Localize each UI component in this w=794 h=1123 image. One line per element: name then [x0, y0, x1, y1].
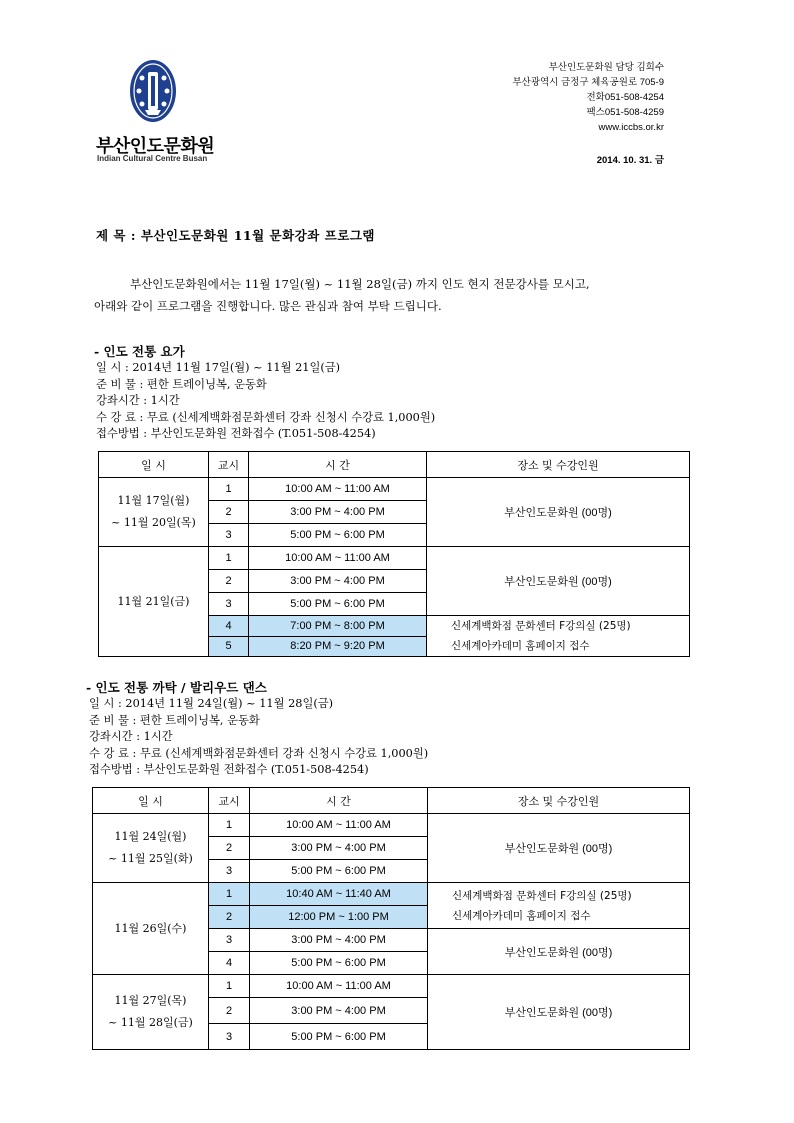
info-registration: 접수방법 : 부산인도문화원 전화접수 (T.051-508-4254)	[96, 427, 376, 440]
time-cell: 10:40 AM ~ 11:40 AM	[250, 883, 428, 906]
section-info-yoga	[96, 360, 435, 443]
place-line: 신세계백화점 문화센터 F강의실 (25명)	[452, 889, 632, 902]
header-place: 장소 및 수강인원	[427, 452, 690, 478]
period-cell: 1	[209, 814, 250, 837]
time-cell: 3:00 PM ~ 4:00 PM	[250, 837, 428, 860]
date-line: 11월 24일(월)	[114, 830, 187, 843]
place-cell: 부산인도문화원 (00명)	[428, 814, 690, 883]
org-name-english: Indian Cultural Centre Busan	[97, 154, 208, 163]
time-cell: 10:00 AM ~ 11:00 AM	[250, 814, 428, 837]
time-cell: 7:00 PM ~ 8:00 PM	[249, 616, 427, 637]
period-cell: 3	[209, 860, 250, 883]
table-row	[93, 883, 690, 906]
schedule-table-yoga	[98, 451, 690, 657]
period-cell: 1	[209, 975, 250, 998]
period-cell: 3	[209, 929, 250, 952]
section-info-dance	[89, 696, 428, 779]
time-cell: 5:00 PM ~ 6:00 PM	[249, 593, 427, 616]
contact-line: 부산광역시 금정구 체육공원로 705-9	[512, 77, 664, 88]
period-cell: 2	[209, 570, 249, 593]
info-schedule: 일 시 : 2014년 11월 17일(월) ~ 11월 21일(금)	[96, 361, 341, 374]
time-cell: 3:00 PM ~ 4:00 PM	[249, 501, 427, 524]
time-cell: 12:00 PM ~ 1:00 PM	[250, 906, 428, 929]
date-line: ~ 11월 20일(목)	[111, 516, 196, 529]
time-cell: 3:00 PM ~ 4:00 PM	[250, 998, 428, 1024]
info-registration: 접수방법 : 부산인도문화원 전화접수 (T.051-508-4254)	[89, 763, 369, 776]
date-cell	[93, 975, 209, 1050]
place-cell: 부산인도문화원 (00명)	[427, 547, 690, 616]
org-name: 부산인도문화원	[96, 136, 215, 156]
document-subject: 제 목 : 부산인도문화원 11월 문화강좌 프로그램	[96, 228, 375, 243]
contact-line: 팩스051-508-4259	[586, 107, 664, 118]
table-row	[99, 478, 690, 501]
header-date: 일 시	[93, 788, 209, 814]
header-time: 시 간	[250, 788, 428, 814]
header-place: 장소 및 수강인원	[428, 788, 690, 814]
time-cell: 3:00 PM ~ 4:00 PM	[249, 570, 427, 593]
info-duration: 강좌시간 : 1시간	[89, 730, 173, 743]
header-period: 교시	[209, 788, 250, 814]
info-schedule: 일 시 : 2014년 11월 24일(월) ~ 11월 28일(금)	[89, 697, 334, 710]
date-line: ~ 11월 28일(금)	[108, 1016, 193, 1029]
place-cell-shinsegae	[428, 883, 690, 929]
date-line: 11월 17일(월)	[117, 494, 190, 507]
date-cell	[99, 478, 209, 547]
table-row	[93, 814, 690, 837]
time-cell: 10:00 AM ~ 11:00 AM	[250, 975, 428, 998]
time-cell: 10:00 AM ~ 11:00 AM	[249, 547, 427, 570]
info-duration: 강좌시간 : 1시간	[96, 394, 180, 407]
time-cell: 10:00 AM ~ 11:00 AM	[249, 478, 427, 501]
table-row	[99, 547, 690, 570]
place-cell: 부산인도문화원 (00명)	[427, 478, 690, 547]
time-cell: 5:00 PM ~ 6:00 PM	[250, 860, 428, 883]
date-cell: 11월 21일(금)	[99, 547, 209, 657]
schedule-table-dance	[92, 787, 690, 1050]
period-cell: 3	[209, 593, 249, 616]
time-cell: 3:00 PM ~ 4:00 PM	[250, 929, 428, 952]
info-supplies: 준 비 물 : 편한 트레이닝복, 운동화	[96, 377, 267, 391]
place-cell: 부산인도문화원 (00명)	[428, 975, 690, 1050]
period-cell: 1	[209, 547, 249, 570]
info-supplies: 준 비 물 : 편한 트레이닝복, 운동화	[89, 713, 260, 727]
time-cell: 5:00 PM ~ 6:00 PM	[250, 1024, 428, 1050]
section-title-dance: - 인도 전통 까탁 / 발리우드 댄스	[86, 680, 267, 695]
place-cell: 부산인도문화원 (00명)	[428, 929, 690, 975]
intro-line: 부산인도문화원에서는 11월 17일(월) ~ 11월 28일(금) 까지 인도 현지 전문강사를 모시고,	[130, 277, 590, 291]
period-cell: 2	[209, 998, 250, 1024]
date-cell: 11월 26일(수)	[93, 883, 209, 975]
period-cell: 2	[209, 501, 249, 524]
info-fee: 수 강 료 : 무료 (신세계백화점문화센터 강좌 신청시 수강료 1,000원)	[96, 410, 436, 424]
indian-cultural-centre-emblem-icon	[128, 58, 178, 124]
place-line: 신세계백화점 문화센터 F강의실 (25명)	[451, 620, 631, 632]
date-line: ~ 11월 25일(화)	[108, 852, 193, 865]
period-cell: 3	[209, 524, 249, 547]
section-title-yoga: - 인도 전통 요가	[94, 344, 185, 359]
period-cell: 4	[209, 952, 250, 975]
place-cell-shinsegae	[427, 616, 690, 657]
period-cell: 5	[209, 636, 249, 657]
header-date: 일 시	[99, 452, 209, 478]
period-cell: 2	[209, 837, 250, 860]
period-cell: 2	[209, 906, 250, 929]
header-period: 교시	[209, 452, 249, 478]
time-cell: 8:20 PM ~ 9:20 PM	[249, 636, 427, 657]
header-time: 시 간	[249, 452, 427, 478]
contact-website-link[interactable]: www.iccbs.or.kr	[598, 122, 664, 133]
contact-line: 부산인도문화원 담당 김희수	[548, 62, 664, 73]
contact-block	[512, 60, 664, 135]
time-cell: 5:00 PM ~ 6:00 PM	[250, 952, 428, 975]
place-line: 신세계아카데미 홈페이지 접수	[451, 640, 590, 652]
period-cell: 3	[209, 1024, 250, 1050]
intro-paragraph	[94, 273, 674, 317]
period-cell: 1	[209, 478, 249, 501]
intro-line: 아래와 같이 프로그램을 진행합니다. 많은 관심과 참여 부탁 드립니다.	[94, 299, 442, 313]
document-date: 2014. 10. 31. 금	[596, 155, 664, 166]
period-cell: 1	[209, 883, 250, 906]
date-line: 11월 27일(목)	[114, 994, 187, 1007]
date-cell	[93, 814, 209, 883]
contact-line: 전화051-508-4254	[586, 92, 664, 103]
table-row	[93, 975, 690, 998]
place-line: 신세계아카데미 홈페이지 접수	[452, 909, 591, 922]
time-cell: 5:00 PM ~ 6:00 PM	[249, 524, 427, 547]
info-fee: 수 강 료 : 무료 (신세계백화점문화센터 강좌 신청시 수강료 1,000원)	[89, 746, 429, 760]
period-cell: 4	[209, 616, 249, 637]
